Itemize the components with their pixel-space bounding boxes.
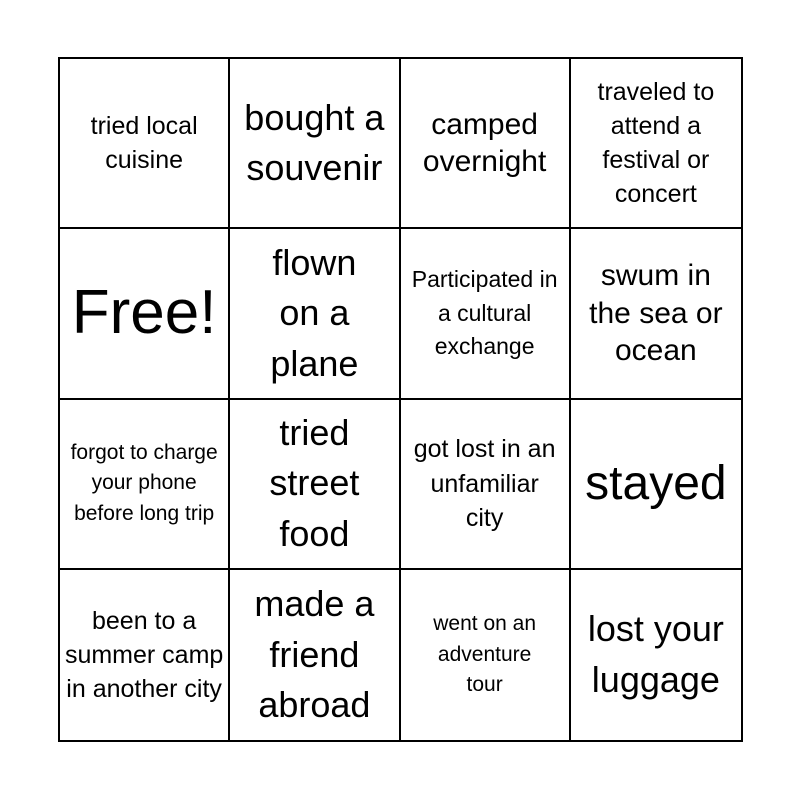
cell-text: Participated in a cultural exchange bbox=[411, 266, 558, 360]
cell-text: tried local cuisine bbox=[90, 111, 198, 175]
cell-text: got lost in an unfamiliar city bbox=[413, 435, 556, 532]
cell-text: stayed bbox=[585, 456, 727, 510]
cell-text: been to a summer camp in another city bbox=[64, 606, 224, 703]
cell-text: lost your luggage bbox=[587, 608, 724, 700]
cell-text: went on an adventure tour bbox=[433, 612, 536, 697]
bingo-cell[interactable] bbox=[401, 59, 571, 229]
bingo-cell[interactable] bbox=[571, 229, 741, 399]
cell-text: Free! bbox=[71, 278, 217, 348]
bingo-cell[interactable] bbox=[401, 400, 571, 570]
bingo-cell[interactable] bbox=[60, 400, 230, 570]
bingo-cell-free[interactable] bbox=[60, 229, 230, 399]
bingo-cell[interactable] bbox=[230, 400, 400, 570]
cell-text: swum in the sea or ocean bbox=[589, 259, 723, 368]
bingo-cell[interactable] bbox=[571, 570, 741, 740]
cell-text: flown on a plane bbox=[270, 241, 359, 384]
bingo-cell[interactable] bbox=[571, 59, 741, 229]
cell-text: forgot to charge your phone before long trip bbox=[70, 440, 218, 525]
bingo-cell[interactable] bbox=[60, 59, 230, 229]
bingo-cell[interactable] bbox=[401, 570, 571, 740]
cell-text: tried street food bbox=[269, 412, 360, 554]
bingo-cell[interactable] bbox=[230, 229, 400, 399]
bingo-cell[interactable] bbox=[60, 570, 230, 740]
bingo-cell[interactable] bbox=[401, 229, 571, 399]
bingo-cell[interactable] bbox=[230, 59, 400, 229]
bingo-board bbox=[58, 57, 743, 742]
bingo-cell[interactable] bbox=[230, 570, 400, 740]
bingo-cell[interactable] bbox=[571, 400, 741, 570]
cell-text: traveled to attend a festival or concert bbox=[597, 77, 715, 209]
cell-text: made a friend abroad bbox=[254, 583, 375, 726]
cell-text: bought a souvenir bbox=[244, 96, 385, 189]
cell-text: camped overnight bbox=[422, 107, 547, 179]
